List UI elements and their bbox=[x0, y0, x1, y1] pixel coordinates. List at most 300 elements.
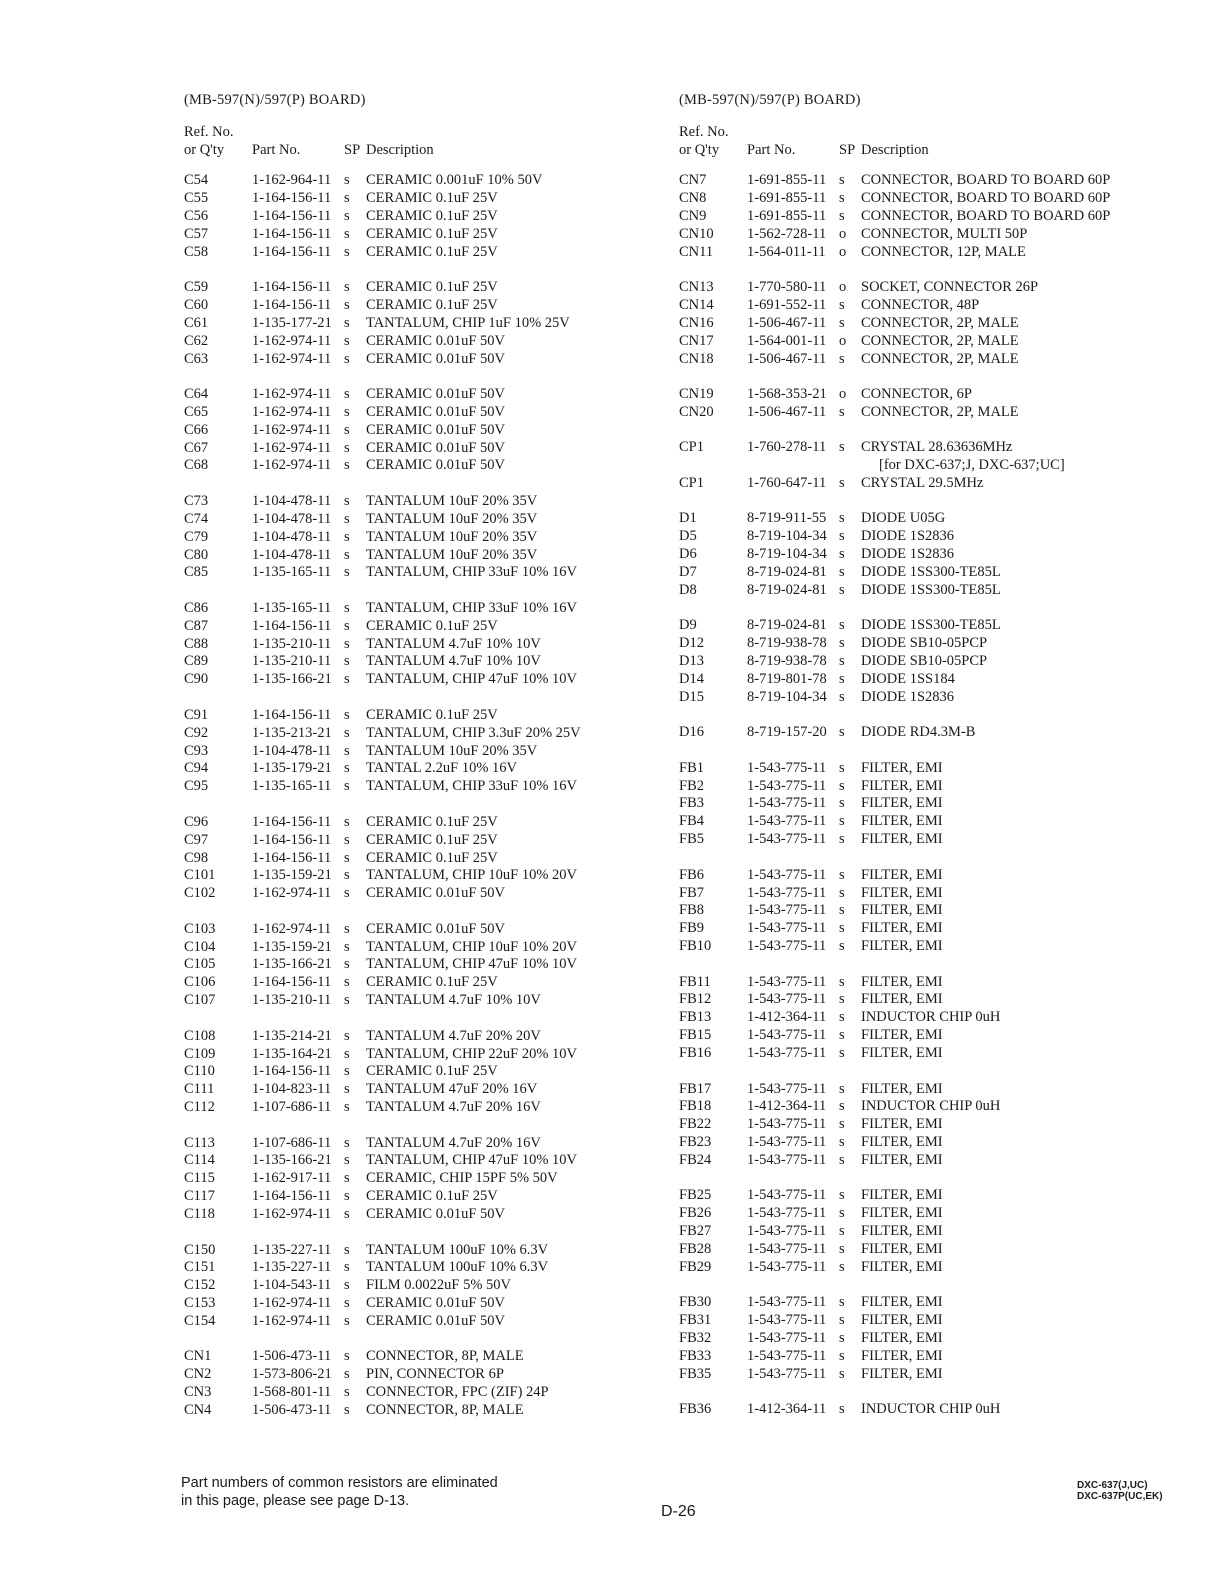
part-row bbox=[679, 920, 1149, 938]
part-description: CONNECTOR, 8P, MALE bbox=[366, 1402, 524, 1419]
part-row bbox=[184, 1152, 644, 1170]
parts-group bbox=[184, 707, 644, 796]
part-row bbox=[184, 279, 644, 297]
part-number: 1-162-964-11 bbox=[252, 172, 332, 188]
part-row bbox=[184, 351, 644, 369]
sp-code: s bbox=[344, 885, 350, 902]
sp-code: s bbox=[839, 653, 845, 670]
sp-code: s bbox=[839, 866, 845, 883]
ref-number: FB26 bbox=[679, 1205, 712, 1222]
part-row bbox=[679, 208, 1149, 226]
part-number: 1-135-166-21 bbox=[252, 671, 332, 688]
part-row bbox=[679, 582, 1149, 600]
ref-number: FB11 bbox=[679, 973, 711, 990]
sp-code: s bbox=[344, 1277, 350, 1294]
sp-code: s bbox=[344, 1027, 350, 1044]
sp-code: s bbox=[839, 403, 845, 420]
parts-group bbox=[679, 1081, 1149, 1170]
ref-number: C79 bbox=[184, 528, 209, 545]
part-description: TANTALUM, CHIP 47uF 10% 10V bbox=[366, 956, 578, 973]
sp-code: s bbox=[344, 849, 350, 866]
part-description: FILTER, EMI bbox=[861, 1134, 943, 1151]
part-number: 1-164-156-11 bbox=[252, 831, 332, 848]
ref-number: D8 bbox=[679, 581, 697, 598]
sp-code: s bbox=[839, 296, 845, 313]
part-description: CERAMIC 0.1uF 25V bbox=[366, 974, 498, 991]
parts-group bbox=[679, 279, 1149, 368]
part-description: CERAMIC 0.1uF 25V bbox=[366, 278, 498, 295]
part-description: FILTER, EMI bbox=[861, 1330, 943, 1347]
part-description: CERAMIC 0.01uF 50V bbox=[366, 332, 505, 349]
part-row bbox=[679, 831, 1149, 849]
ref-number: FB30 bbox=[679, 1294, 712, 1311]
part-description: FILTER, EMI bbox=[861, 1116, 943, 1133]
sp-code: s bbox=[839, 350, 845, 367]
part-number: 8-719-911-55 bbox=[747, 510, 827, 527]
parts-group bbox=[184, 172, 644, 261]
part-description: TANTALUM, CHIP 33uF 10% 16V bbox=[366, 564, 578, 581]
part-row bbox=[184, 618, 644, 636]
sp-code: s bbox=[839, 1401, 845, 1418]
sp-code: s bbox=[839, 564, 845, 581]
ref-number: C107 bbox=[184, 992, 216, 1009]
part-row bbox=[184, 208, 644, 226]
part-description: TANTALUM 4.7uF 10% 10V bbox=[366, 635, 541, 652]
part-row bbox=[679, 1027, 1149, 1045]
part-row bbox=[679, 528, 1149, 546]
sp-code: s bbox=[344, 510, 350, 527]
sp-code: s bbox=[344, 974, 350, 991]
part-row bbox=[679, 867, 1149, 885]
sp-code: s bbox=[344, 671, 350, 688]
ref-number: FB6 bbox=[679, 866, 704, 883]
part-description: SOCKET, CONNECTOR 26P bbox=[861, 278, 1039, 295]
part-row bbox=[184, 564, 644, 582]
part-number: 1-543-775-11 bbox=[747, 884, 827, 901]
sp-code: s bbox=[344, 1045, 350, 1062]
part-number: 1-691-855-11 bbox=[747, 172, 827, 188]
part-description: FILTER, EMI bbox=[861, 1027, 943, 1044]
sp-code: s bbox=[344, 332, 350, 349]
ref-number: C55 bbox=[184, 189, 209, 206]
ref-number: C57 bbox=[184, 225, 209, 242]
ref-number: D9 bbox=[679, 617, 697, 634]
part-row bbox=[184, 386, 644, 404]
part-row bbox=[184, 1188, 644, 1206]
part-row bbox=[184, 743, 644, 761]
parts-group bbox=[184, 1028, 644, 1117]
ref-number: FB32 bbox=[679, 1330, 712, 1347]
ref-number: FB29 bbox=[679, 1259, 712, 1276]
sp-code: s bbox=[344, 1295, 350, 1312]
sp-code: s bbox=[344, 403, 350, 420]
part-row bbox=[679, 1294, 1149, 1312]
sp-code: s bbox=[344, 599, 350, 616]
part-number: 1-543-775-11 bbox=[747, 795, 827, 812]
part-description: TANTALUM, CHIP 47uF 10% 10V bbox=[366, 671, 578, 688]
part-description: CERAMIC 0.001uF 10% 50V bbox=[366, 172, 543, 188]
ref-number: C150 bbox=[184, 1241, 216, 1258]
part-description: FILM 0.0022uF 5% 50V bbox=[366, 1277, 512, 1294]
ref-number: FB22 bbox=[679, 1116, 712, 1133]
part-number: 1-135-214-21 bbox=[252, 1027, 332, 1044]
part-number: 1-164-156-11 bbox=[252, 974, 332, 991]
ref-number: C88 bbox=[184, 635, 209, 652]
ref-number: C64 bbox=[184, 385, 209, 402]
part-number: 1-162-974-11 bbox=[252, 1295, 332, 1312]
part-number: 1-543-775-11 bbox=[747, 1330, 827, 1347]
part-number: 1-543-775-11 bbox=[747, 938, 827, 955]
footer-note-line: in this page, please see page D-13. bbox=[181, 1493, 410, 1509]
ref-number: FB13 bbox=[679, 1009, 712, 1026]
sp-code: s bbox=[344, 653, 350, 670]
sp-code: s bbox=[344, 920, 350, 937]
part-description: CERAMIC 0.1uF 25V bbox=[366, 849, 498, 866]
part-number: 1-164-156-11 bbox=[252, 813, 332, 830]
sp-code: s bbox=[839, 1027, 845, 1044]
ref-number: C97 bbox=[184, 831, 209, 848]
part-number: 1-104-478-11 bbox=[252, 546, 332, 563]
part-row bbox=[184, 1313, 644, 1331]
part-number: 1-135-159-21 bbox=[252, 938, 332, 955]
part-number: 1-104-543-11 bbox=[252, 1277, 332, 1294]
part-description: TANTALUM 10uF 20% 35V bbox=[366, 528, 538, 545]
ref-number: C74 bbox=[184, 510, 209, 527]
part-number: 1-543-775-11 bbox=[747, 1205, 827, 1222]
ref-number: FB7 bbox=[679, 884, 704, 901]
part-description: CERAMIC 0.01uF 50V bbox=[366, 1295, 505, 1312]
parts-group bbox=[679, 1187, 1149, 1276]
part-row bbox=[184, 1206, 644, 1224]
part-row bbox=[679, 1116, 1149, 1134]
sp-code: s bbox=[839, 1312, 845, 1329]
part-row bbox=[184, 1081, 644, 1099]
part-row bbox=[679, 333, 1149, 351]
ref-number: D14 bbox=[679, 670, 704, 687]
part-row bbox=[184, 422, 644, 440]
part-number: 1-760-647-11 bbox=[747, 474, 827, 491]
part-description: INDUCTOR CHIP 0uH bbox=[861, 1401, 1001, 1418]
parts-group bbox=[184, 386, 644, 475]
part-row bbox=[184, 1348, 644, 1366]
part-description: DIODE 1SS300-TE85L bbox=[861, 564, 1001, 581]
parts-group bbox=[184, 921, 644, 1010]
part-number: 8-719-024-81 bbox=[747, 581, 827, 598]
part-row bbox=[184, 956, 644, 974]
part-number: 1-164-156-11 bbox=[252, 296, 332, 313]
part-description: FILTER, EMI bbox=[861, 1348, 943, 1365]
ref-number: CN3 bbox=[184, 1384, 212, 1401]
part-number: 1-543-775-11 bbox=[747, 1294, 827, 1311]
part-number: 1-104-478-11 bbox=[252, 528, 332, 545]
part-number: 1-691-552-11 bbox=[747, 296, 827, 313]
part-description: DIODE RD4.3M-B bbox=[861, 724, 976, 741]
part-row bbox=[184, 992, 644, 1010]
part-description: CONNECTOR, 6P bbox=[861, 385, 972, 402]
part-row bbox=[184, 1242, 644, 1260]
part-row bbox=[679, 172, 1149, 190]
sp-code: s bbox=[344, 172, 350, 188]
ref-number: C92 bbox=[184, 724, 209, 741]
part-description: CONNECTOR, FPC (ZIF) 24P bbox=[366, 1384, 549, 1401]
part-row bbox=[679, 653, 1149, 671]
part-number: 1-506-473-11 bbox=[252, 1348, 332, 1365]
ref-number: C67 bbox=[184, 439, 209, 456]
ref-number: CN8 bbox=[679, 189, 707, 206]
ref-number: FB3 bbox=[679, 795, 704, 812]
part-description: DIODE 1S2836 bbox=[861, 688, 955, 705]
parts-group bbox=[679, 439, 1149, 493]
column-header bbox=[679, 124, 1149, 160]
part-number: 1-412-364-11 bbox=[747, 1009, 827, 1026]
part-number: 1-135-210-11 bbox=[252, 653, 332, 670]
ref-no-heading: Ref. No. bbox=[184, 124, 234, 140]
part-description: CRYSTAL 29.5MHz bbox=[861, 474, 984, 491]
sp-code: s bbox=[839, 884, 845, 901]
part-number: 1-543-775-11 bbox=[747, 1080, 827, 1097]
ref-number: D16 bbox=[679, 724, 704, 741]
sp-code: o bbox=[839, 385, 847, 402]
sp-code: s bbox=[344, 314, 350, 331]
sp-code: s bbox=[839, 617, 845, 634]
board-title: (MB-597(N)/597(P) BOARD) bbox=[679, 92, 861, 108]
sp-code: s bbox=[839, 1294, 845, 1311]
parts-group bbox=[679, 510, 1149, 599]
ref-number: D13 bbox=[679, 653, 704, 670]
part-description: CERAMIC 0.01uF 50V bbox=[366, 403, 505, 420]
part-description: CONNECTOR, 8P, MALE bbox=[366, 1348, 524, 1365]
sp-code: s bbox=[839, 1205, 845, 1222]
part-row bbox=[184, 832, 644, 850]
part-description: CONNECTOR, BOARD TO BOARD 60P bbox=[861, 172, 1111, 188]
part-row bbox=[184, 636, 644, 654]
description-heading: Description bbox=[861, 142, 929, 158]
ref-number: FB24 bbox=[679, 1152, 712, 1169]
part-row bbox=[184, 885, 644, 903]
part-number: 1-135-227-11 bbox=[252, 1259, 332, 1276]
parts-group bbox=[679, 724, 1149, 742]
part-row bbox=[679, 1223, 1149, 1241]
part-row bbox=[679, 1330, 1149, 1348]
sp-code: s bbox=[839, 1348, 845, 1365]
sp-code: s bbox=[344, 956, 350, 973]
part-row bbox=[679, 1187, 1149, 1205]
part-row bbox=[184, 653, 644, 671]
sp-code: s bbox=[344, 938, 350, 955]
part-no-heading: Part No. bbox=[252, 142, 301, 158]
ref-number: FB5 bbox=[679, 831, 704, 848]
sp-code: s bbox=[839, 813, 845, 830]
part-description: FILTER, EMI bbox=[861, 1080, 943, 1097]
part-number: 1-564-001-11 bbox=[747, 332, 827, 349]
part-row bbox=[679, 689, 1149, 707]
part-row bbox=[184, 760, 644, 778]
parts-group bbox=[679, 172, 1149, 261]
part-description: CERAMIC 0.01uF 50V bbox=[366, 885, 505, 902]
part-number: 1-162-974-11 bbox=[252, 920, 332, 937]
ref-number: D6 bbox=[679, 546, 697, 563]
part-row bbox=[184, 244, 644, 262]
sp-code: s bbox=[839, 172, 845, 188]
part-row bbox=[184, 867, 644, 885]
part-description: TANTALUM, CHIP 10uF 10% 20V bbox=[366, 938, 578, 955]
part-row bbox=[184, 511, 644, 529]
part-description: TANTALUM 10uF 20% 35V bbox=[366, 546, 538, 563]
model-number: DXC-637P(UC,EK) bbox=[1077, 1491, 1163, 1502]
left-parts-column bbox=[184, 92, 644, 1438]
sp-code: s bbox=[344, 992, 350, 1009]
ref-number: C61 bbox=[184, 314, 209, 331]
sp-code: s bbox=[344, 867, 350, 884]
part-description: TANTALUM, CHIP 33uF 10% 16V bbox=[366, 778, 578, 795]
ref-number: C108 bbox=[184, 1027, 216, 1044]
sp-code: s bbox=[344, 546, 350, 563]
part-description: FILTER, EMI bbox=[861, 1205, 943, 1222]
part-number: 1-691-855-11 bbox=[747, 189, 827, 206]
part-row bbox=[184, 1028, 644, 1046]
part-number: 1-162-974-11 bbox=[252, 332, 332, 349]
part-row bbox=[184, 333, 644, 351]
sp-code: s bbox=[344, 778, 350, 795]
part-description: FILTER, EMI bbox=[861, 1259, 943, 1276]
part-description: CERAMIC 0.1uF 25V bbox=[366, 225, 498, 242]
sp-code: s bbox=[344, 564, 350, 581]
ref-number: C111 bbox=[184, 1081, 215, 1098]
part-number: 1-162-974-11 bbox=[252, 1206, 332, 1223]
sp-code: s bbox=[344, 278, 350, 295]
ref-number: FB28 bbox=[679, 1241, 712, 1258]
sp-code: s bbox=[344, 617, 350, 634]
ref-number: C95 bbox=[184, 778, 209, 795]
ref-number: FB9 bbox=[679, 920, 704, 937]
part-row bbox=[679, 351, 1149, 369]
sp-code: s bbox=[344, 189, 350, 206]
description-continuation: [for DXC-637;J, DXC-637;UC] bbox=[879, 457, 1065, 474]
ref-number: C94 bbox=[184, 760, 209, 777]
ref-number: C59 bbox=[184, 278, 209, 295]
sp-code: s bbox=[839, 1045, 845, 1062]
part-number: 1-135-164-21 bbox=[252, 1045, 332, 1062]
ref-number: C102 bbox=[184, 885, 216, 902]
part-number: 1-135-166-21 bbox=[252, 1152, 332, 1169]
qty-heading: or Q'ty bbox=[184, 142, 225, 158]
part-row bbox=[679, 190, 1149, 208]
sp-code: s bbox=[344, 742, 350, 759]
part-number: 1-543-775-11 bbox=[747, 1241, 827, 1258]
ref-number: FB1 bbox=[679, 759, 704, 776]
part-description: TANTALUM 4.7uF 10% 10V bbox=[366, 992, 541, 1009]
ref-number: D12 bbox=[679, 635, 704, 652]
part-number: 1-164-156-11 bbox=[252, 243, 332, 260]
sp-code: s bbox=[839, 902, 845, 919]
parts-group bbox=[679, 1294, 1149, 1383]
part-row bbox=[184, 814, 644, 832]
ref-number: C152 bbox=[184, 1277, 216, 1294]
ref-number: CP1 bbox=[679, 439, 704, 456]
part-description: CERAMIC 0.01uF 50V bbox=[366, 1313, 505, 1330]
part-row bbox=[679, 938, 1149, 956]
part-number: 1-162-974-11 bbox=[252, 439, 332, 456]
part-description: CONNECTOR, 2P, MALE bbox=[861, 314, 1019, 331]
part-description: FILTER, EMI bbox=[861, 759, 943, 776]
sp-code: s bbox=[839, 314, 845, 331]
part-row bbox=[184, 974, 644, 992]
part-row bbox=[184, 1099, 644, 1117]
ref-number: FB35 bbox=[679, 1365, 712, 1382]
part-row bbox=[679, 1045, 1149, 1063]
part-number: 1-107-686-11 bbox=[252, 1099, 332, 1116]
qty-heading: or Q'ty bbox=[679, 142, 720, 158]
part-description: INDUCTOR CHIP 0uH bbox=[861, 1009, 1001, 1026]
part-number: 1-543-775-11 bbox=[747, 1348, 827, 1365]
ref-number: C153 bbox=[184, 1295, 216, 1312]
sp-code: s bbox=[839, 938, 845, 955]
part-row bbox=[679, 475, 1149, 493]
part-description: FILTER, EMI bbox=[861, 938, 943, 955]
part-row bbox=[679, 439, 1149, 457]
ref-number: C103 bbox=[184, 920, 216, 937]
parts-group bbox=[184, 814, 644, 903]
part-number: 1-104-478-11 bbox=[252, 742, 332, 759]
part-description: TANTALUM 4.7uF 20% 16V bbox=[366, 1099, 541, 1116]
part-number: 1-135-210-11 bbox=[252, 635, 332, 652]
part-number: 8-719-938-78 bbox=[747, 635, 827, 652]
part-number: 1-135-177-21 bbox=[252, 314, 332, 331]
part-row bbox=[679, 617, 1149, 635]
part-description: CERAMIC 0.1uF 25V bbox=[366, 617, 498, 634]
sp-code: s bbox=[344, 1366, 350, 1383]
ref-number: C115 bbox=[184, 1170, 215, 1187]
part-description: CERAMIC 0.01uF 50V bbox=[366, 439, 505, 456]
ref-number: C63 bbox=[184, 350, 209, 367]
part-row bbox=[184, 1135, 644, 1153]
part-description: TANTALUM 10uF 20% 35V bbox=[366, 510, 538, 527]
part-description: TANTALUM 100uF 10% 6.3V bbox=[366, 1241, 549, 1258]
part-number: 1-568-353-21 bbox=[747, 385, 827, 402]
sp-code: s bbox=[344, 1170, 350, 1187]
sp-code: s bbox=[839, 189, 845, 206]
sp-code: s bbox=[344, 831, 350, 848]
ref-number: C93 bbox=[184, 742, 209, 759]
parts-group bbox=[679, 386, 1149, 422]
ref-number: FB23 bbox=[679, 1134, 712, 1151]
part-row bbox=[679, 404, 1149, 422]
sp-code: s bbox=[344, 1099, 350, 1116]
sp-code: s bbox=[839, 635, 845, 652]
part-row bbox=[679, 226, 1149, 244]
sp-code: s bbox=[839, 510, 845, 527]
sp-code: s bbox=[839, 1098, 845, 1115]
part-row bbox=[679, 510, 1149, 528]
part-description: TANTALUM 4.7uF 20% 20V bbox=[366, 1027, 541, 1044]
part-number: 1-164-156-11 bbox=[252, 225, 332, 242]
ref-number: CN1 bbox=[184, 1348, 212, 1365]
part-description: CERAMIC 0.1uF 25V bbox=[366, 1188, 498, 1205]
part-description: CERAMIC 0.01uF 50V bbox=[366, 457, 505, 474]
part-number: 1-162-974-11 bbox=[252, 457, 332, 474]
part-number: 1-164-156-11 bbox=[252, 1063, 332, 1080]
part-description: PIN, CONNECTOR 6P bbox=[366, 1366, 504, 1383]
ref-number: C87 bbox=[184, 617, 209, 634]
part-number: 1-412-364-11 bbox=[747, 1401, 827, 1418]
part-description: CERAMIC 0.01uF 50V bbox=[366, 1206, 505, 1223]
sp-code: s bbox=[344, 635, 350, 652]
part-number: 1-543-775-11 bbox=[747, 1187, 827, 1204]
footer-note bbox=[181, 1474, 498, 1510]
part-description: DIODE U05G bbox=[861, 510, 946, 527]
part-number: 1-162-974-11 bbox=[252, 885, 332, 902]
ref-number: C68 bbox=[184, 457, 209, 474]
